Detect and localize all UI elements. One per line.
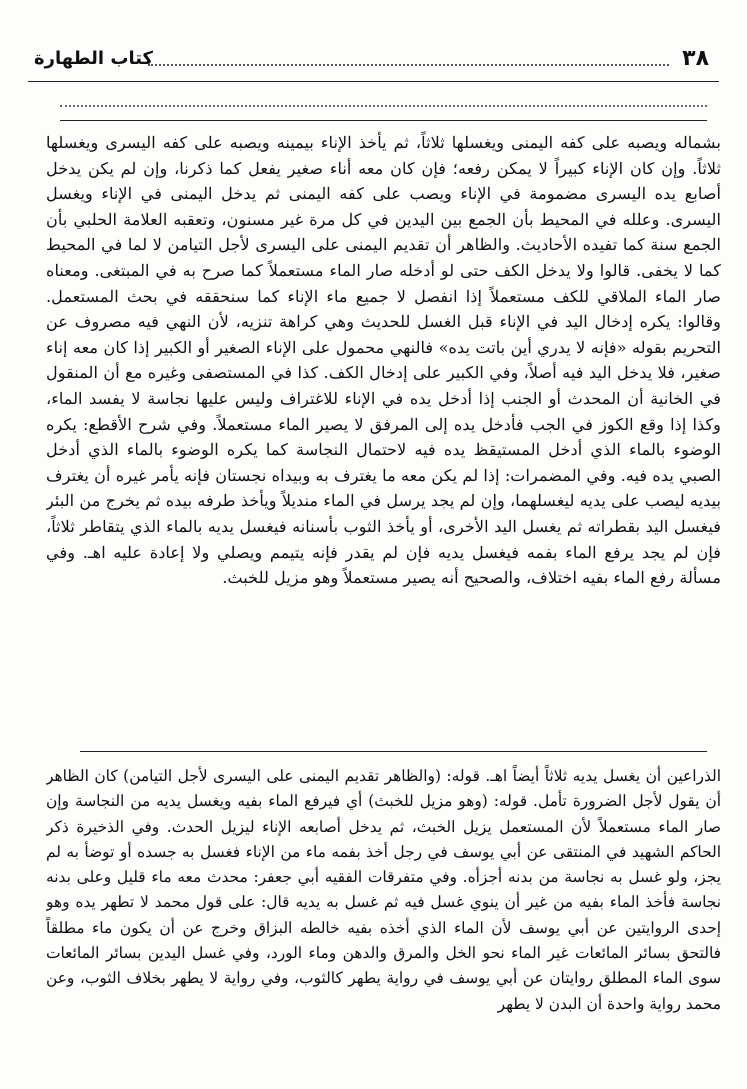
book-title: كتاب الطهارة xyxy=(34,48,154,69)
separator-rule-top xyxy=(60,120,707,121)
header-rule xyxy=(28,81,719,82)
separator-dotted-line xyxy=(60,105,707,107)
page-header xyxy=(28,46,719,78)
footnote-text xyxy=(46,764,721,1084)
footnote-paragraph: الذراعين أن يغسل يديه ثلاثاً أيضاً اهـ. قوله: (والظاهر تقديم اليمنى على اليسرى لأجل التيامن) كان الظاهر أن يقول لأجل الضرورة تأمل. قوله: (وهو مزيل للخبث) أي فيرفع الماء بفيه ويغسل يديه من النجاسة وإن صار الماء مستعملاً لأن المستعمل يزيل الخبث، ثم يدخل أصابعه الإناء ليزيل الحدث. وفي الذخيرة ذكر الحاكم الشهيد في المنتقى عن أبي يوسف في رجل أخذ بفمه ماء من الإناء فغسل به جسده أو توضأ به لم يجز، ولو غسل به نجاسة من بدنه أجزأه. وفي متفرقات الفقيه أبي جعفر: محدث معه ماء قليل وعلى بدنه نجاسة فأخذ الماء بفيه من غير أن ينوي غسل فيه ثم غسل به يديه قال: على قول محمد لا تطهر يده وهو إحدى الروايتين عن أبي يوسف لأن الماء الذي أخذه بفيه خالطه البزاق وخرج عن أن يكون ماء مطلقاً فالتحق بسائر المائعات غير الماء نحو الخل والمرق والدهن وماء الورد، وفي غسل اليدين بسائر المائعات سوى الماء المطلق روايتان عن أبي يوسف في رواية يطهر كالثوب، وفي رواية لا يطهر بخلاف الثوب، وعن محمد رواية واحدة أن البدن لا يطهر xyxy=(46,767,721,1013)
footnote-separator-rule xyxy=(80,751,707,752)
page-number: ٣٨ xyxy=(682,46,709,71)
main-text xyxy=(46,130,721,745)
main-paragraph: بشماله ويصبه على كفه اليمنى ويغسلها ثلاثاً، ثم يأخذ الإناء بيمينه ويصبه على كفه اليسرى ويغسلها ثلاثاً. وإن كان الإناء كبيراً لا يمكن رفعه؛ فإن كان معه أناء صغير يفعل كما ذكرنا، وإن لم يكن يدخل أصابع يده اليسرى مضمومة في الإناء ويصب على كفه اليمنى ثم يدخل اليمنى في الإناء ويغسل اليسرى. وعلله في المحيط بأن الجمع بين اليدين في كل مرة غير مسنون، وتعقبه العلامة الحلبي بأن الجمع سنة كما تفيده الأحاديث. والظاهر أن تقديم اليمنى على اليسرى لأجل التيامن لا لما في المحيط كما لا يخفى. قالوا ولا يدخل الكف حتى لو أدخله صار الماء مستعملاً كما صرح به في المبتغى. ومعناه صار الماء الملاقي للكف مستعملاً إذا انفصل لا جميع ماء الإناء كما سنحققه في بحث المستعمل. وقالوا: يكره إدخال اليد في الإناء قبل الغسل للحديث وهي كراهة تنزيه، لأن النهي فيه مصروف عن التحريم بقوله «فإنه لا يدري أين باتت يده» فالنهي محمول على الإناء الصغير أو الكبير إذا كان معه إناء صغير، فلا يدخل اليد فيه أصلاً، وفي الكبير على إدخال الكف. كذا في المستصفى وغيره مع أن المنقول في الخانية أن المحدث أو الجنب إذا أدخل يده في الإناء للاغتراف وليس عليها نجاسة لا يفسد الماء، وكذا إذا وقع الكوز في الجب فأدخل يده إلى المرفق لا يصير الماء مستعملاً. وفي شرح الأقطع: يكره الوضوء بالماء الذي أدخل المستيقظ يده فيه لاحتمال النجاسة كما يكره الوضوء بالماء الذي أدخل الصبي يده فيه. وفي المضمرات: إذا لم يكن معه ما يغترف به وبيداه نجستان فإنه يأمر غيره أن يغترف بيديه ليصب على يديه ليغسلهما، وإن لم يجد يرسل في الماء منديلاً ويأخذ طرفه بيده ثم يخرج من البئر فيغسل اليد بقطراته ثم يغسل اليد الأخرى، أو يأخذ الثوب بأسنانه فيغسل يديه بالماء الذي يتقاطر ثلاثاً، فإن لم يجد يرفع الماء بفمه فيغسل يديه فإن لم يقدر فإنه يتيمم ويصلي ولا إعادة عليه اهـ. وفي مسألة رفع الماء بفيه اختلاف، والصحيح أنه يصير مستعملاً وهو مزيل للخبث. xyxy=(46,133,721,588)
header-dotted-line xyxy=(148,64,669,66)
